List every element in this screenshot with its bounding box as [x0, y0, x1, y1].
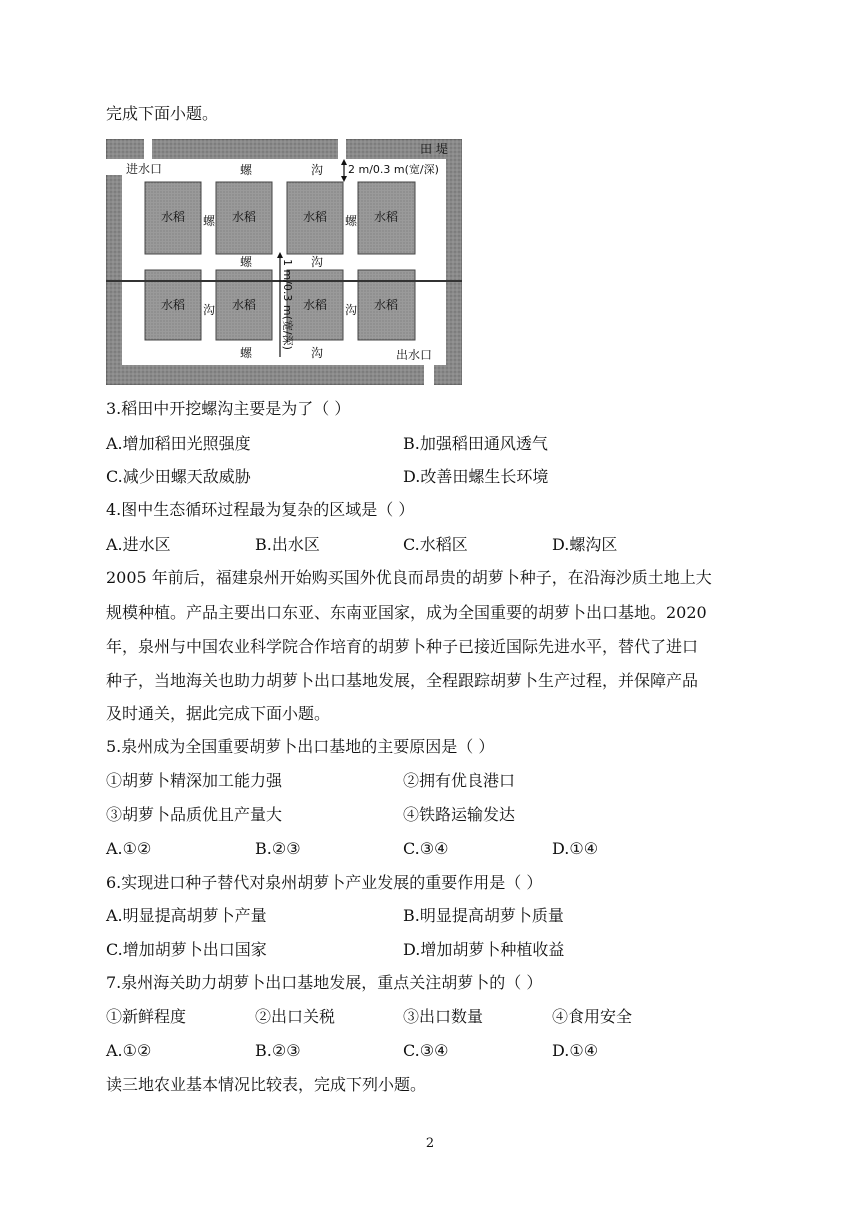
gou-label: 沟: [311, 255, 324, 269]
luo-label: 螺: [203, 214, 216, 228]
q4-option-a: A.进水区: [106, 535, 171, 554]
passage-line: 年，泉州与中国农业科学院合作培育的胡萝卜种子已接近国际先进水平，替代了进口: [106, 637, 699, 656]
rice-label: 水稻: [374, 298, 399, 312]
q5-option-b: B.②③: [255, 839, 301, 858]
q7-option-b: B.②③: [255, 1041, 301, 1060]
q7-statement-2: ②出口关税: [255, 1007, 336, 1026]
q7-option-d: D.①④: [552, 1041, 599, 1060]
q4-option-c: C.水稻区: [403, 535, 468, 554]
q6-option-b: B.明显提高胡萝卜质量: [403, 906, 564, 925]
q5-statement-2: ②拥有优良港口: [403, 771, 516, 790]
q7-stem: 7.泉州海关助力胡萝卜出口基地发展，重点关注胡萝卜的（ ）: [106, 973, 543, 992]
q5-option-d: D.①④: [552, 839, 599, 858]
luo-label: 螺: [240, 346, 253, 360]
luo-label: 螺: [240, 255, 253, 269]
q6-option-a: A.明显提高胡萝卜产量: [106, 906, 267, 925]
q5-option-c: C.③④: [403, 839, 449, 858]
q3-option-c: C.减少田螺天敌威胁: [106, 467, 251, 486]
inlet-label: 进水口: [126, 162, 163, 176]
q4-option-b: B.出水区: [255, 535, 320, 554]
gou-label: 沟: [311, 346, 324, 360]
rice-label: 水稻: [303, 210, 328, 224]
dim-mid-label: 1 m/0.3 m(宽/深): [281, 259, 294, 350]
intro-line: 完成下面小题。: [106, 104, 219, 123]
q7-statement-3: ③出口数量: [403, 1007, 484, 1026]
q6-option-c: C.增加胡萝卜出口国家: [106, 940, 267, 959]
q7-option-a: A.①②: [106, 1041, 152, 1060]
rice-label: 水稻: [303, 298, 328, 312]
passage-line: 2005 年前后，福建泉州开始购买国外优良而昂贵的胡萝卜种子，在沿海沙质土地上大: [106, 568, 712, 587]
q5-statement-3: ③胡萝卜品质优且产量大: [106, 805, 283, 824]
passage-line: 规模种植。产品主要出口东亚、东南亚国家，成为全国重要的胡萝卜出口基地。2020: [106, 603, 707, 622]
inlet-gap: [106, 159, 122, 175]
rice-label: 水稻: [161, 298, 186, 312]
field-bank-label: 田 堤: [420, 142, 448, 156]
q3-option-b: B.加强稻田通风透气: [403, 434, 548, 453]
rice-label: 水稻: [232, 298, 257, 312]
closing-line: 读三地农业基本情况比较表，完成下列小题。: [106, 1075, 427, 1094]
gou-label: 沟: [311, 163, 324, 177]
q5-stem: 5.泉州成为全国重要胡萝卜出口基地的主要原因是（ ）: [106, 737, 495, 756]
q3-option-a: A.增加稻田光照强度: [106, 434, 251, 453]
dim-top-label: 2 m/0.3 m(宽/深): [348, 163, 439, 176]
luo-label: 螺: [240, 163, 253, 177]
luo-label: 螺: [345, 214, 358, 228]
q7-option-c: C.③④: [403, 1041, 449, 1060]
gou-label: 沟: [345, 303, 358, 317]
q3-option-d: D.改善田螺生长环境: [403, 467, 549, 486]
q7-statement-1: ①新鲜程度: [106, 1007, 187, 1026]
rice-field-diagram: [106, 139, 462, 385]
passage-line: 及时通关，据此完成下面小题。: [106, 704, 331, 723]
q6-stem: 6.实现进口种子替代对泉州胡萝卜产业发展的重要作用是（ ）: [106, 873, 543, 892]
rice-label: 水稻: [374, 210, 399, 224]
q4-stem: 4.图中生态循环过程最为复杂的区域是（ ）: [106, 500, 415, 519]
q3-stem: 3.稻田中开挖螺沟主要是为了（ ）: [106, 399, 351, 418]
outlet-label: 出水口: [396, 348, 433, 362]
q5-statement-4: ④铁路运输发达: [403, 805, 516, 824]
outlet-gap: [424, 365, 434, 385]
q6-option-d: D.增加胡萝卜种植收益: [403, 940, 565, 959]
page-number: 2: [425, 1136, 435, 1151]
rice-label: 水稻: [232, 210, 257, 224]
passage-line: 种子，当地海关也助力胡萝卜出口基地发展，全程跟踪胡萝卜生产过程，并保障产品: [106, 671, 699, 690]
gou-label: 沟: [203, 303, 216, 317]
rice-label: 水稻: [161, 210, 186, 224]
q5-statement-1: ①胡萝卜精深加工能力强: [106, 771, 283, 790]
q7-statement-4: ④食用安全: [552, 1007, 633, 1026]
q4-option-d: D.螺沟区: [552, 535, 618, 554]
q5-option-a: A.①②: [106, 839, 152, 858]
